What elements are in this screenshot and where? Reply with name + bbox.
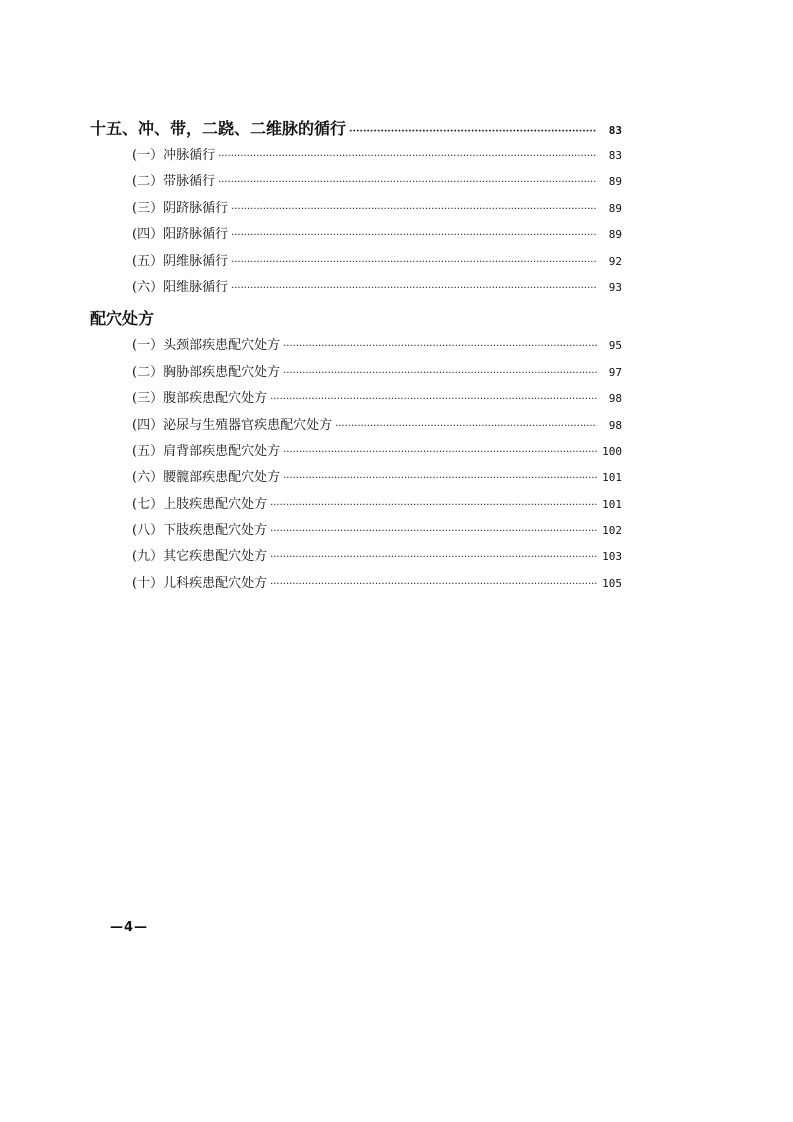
toc-entry-label: (三）腹部疾患配穴处方	[132, 391, 268, 407]
toc-entry[interactable]	[90, 334, 622, 360]
toc-entry-page: 83	[608, 149, 622, 162]
toc-entry-page: 97	[608, 365, 622, 379]
toc-entry-label: 十五、冲、带，二跷、二维脉的循行	[90, 119, 347, 138]
toc-entry-page: 101	[602, 497, 622, 511]
dot-leader	[270, 526, 597, 537]
toc-entry-page: 100	[602, 444, 622, 458]
toc-entry[interactable]	[90, 276, 622, 302]
toc-entry[interactable]	[90, 223, 622, 249]
toc-entry-page: 101	[602, 471, 622, 485]
dot-leader	[349, 126, 597, 137]
toc-entry[interactable]	[90, 144, 622, 170]
toc-entry-section-15[interactable]	[90, 116, 622, 144]
toc-entry-label: (七）上肢疾患配穴处方	[132, 496, 268, 512]
dot-leader	[218, 177, 597, 188]
toc-entry[interactable]	[90, 466, 622, 492]
dot-leader	[283, 447, 597, 458]
toc-entry-label: (九）其它疾患配穴处方	[132, 549, 268, 565]
dot-leader	[218, 151, 597, 162]
toc-entry[interactable]	[90, 545, 622, 571]
toc-entry-label: (一）头颈部疾患配穴处方	[132, 338, 281, 354]
toc-entry-page: 98	[608, 392, 622, 406]
dot-leader	[231, 283, 597, 294]
toc-entry-page: 95	[608, 339, 622, 353]
dot-leader	[270, 500, 597, 511]
dot-leader	[335, 421, 597, 432]
toc-section-heading[interactable]: 配穴处方	[90, 309, 155, 329]
toc-entry[interactable]	[90, 250, 622, 276]
toc-entry[interactable]	[90, 572, 622, 598]
toc-entry[interactable]	[90, 493, 622, 519]
toc-entry-label: (四）泌尿与生殖器官疾患配穴处方	[132, 417, 333, 433]
dot-leader	[231, 257, 597, 268]
toc-entry-label: (六）阳维脉循行	[132, 279, 229, 295]
dot-leader	[270, 579, 597, 590]
toc-entry-label: (二）胸胁部疾患配穴处方	[132, 364, 281, 380]
dot-leader	[231, 230, 597, 241]
toc-entry-label: (一）冲脉循行	[132, 148, 216, 163]
toc-entry-page: 103	[602, 550, 622, 564]
toc-entry-label: (五）阴维脉循行	[132, 253, 229, 269]
toc-entry[interactable]	[90, 170, 622, 196]
toc-entry-page: 93	[608, 280, 622, 294]
dot-leader	[283, 368, 597, 379]
toc-entry-page: 83	[608, 124, 622, 137]
toc-entry-label: (八）下肢疾患配穴处方	[132, 523, 268, 539]
dot-leader	[283, 473, 597, 484]
toc-entry-page: 102	[602, 524, 622, 538]
toc-entry[interactable]	[90, 361, 622, 387]
dot-leader	[270, 394, 597, 405]
toc-entry[interactable]	[90, 387, 622, 413]
table-of-contents	[90, 116, 622, 598]
toc-entry-page: 89	[608, 175, 622, 189]
dot-leader	[270, 552, 597, 563]
dot-leader	[231, 204, 597, 215]
toc-entry-page: 105	[602, 576, 622, 590]
dot-leader	[283, 341, 597, 352]
toc-entry-page: 98	[608, 418, 622, 432]
toc-entry-label: (二）带脉循行	[132, 174, 216, 190]
toc-entry-page: 89	[608, 228, 622, 242]
toc-entry-page: 89	[608, 201, 622, 215]
toc-entry-label: (四）阳跻脉循行	[132, 227, 229, 243]
toc-entry[interactable]	[90, 414, 622, 440]
toc-entry[interactable]	[90, 440, 622, 466]
toc-entry-label: (五）肩背部疾患配穴处方	[132, 443, 281, 459]
toc-entry-label: (十）儿科疾患配穴处方	[132, 575, 268, 591]
toc-entry-label: (三）阴跻脉循行	[132, 200, 229, 216]
page-number: —4—	[110, 920, 149, 935]
toc-entry-page: 92	[608, 254, 622, 268]
toc-entry-label: (六）腰髋部疾患配穴处方	[132, 470, 281, 486]
toc-entry[interactable]	[90, 519, 622, 545]
toc-entry[interactable]	[90, 197, 622, 223]
